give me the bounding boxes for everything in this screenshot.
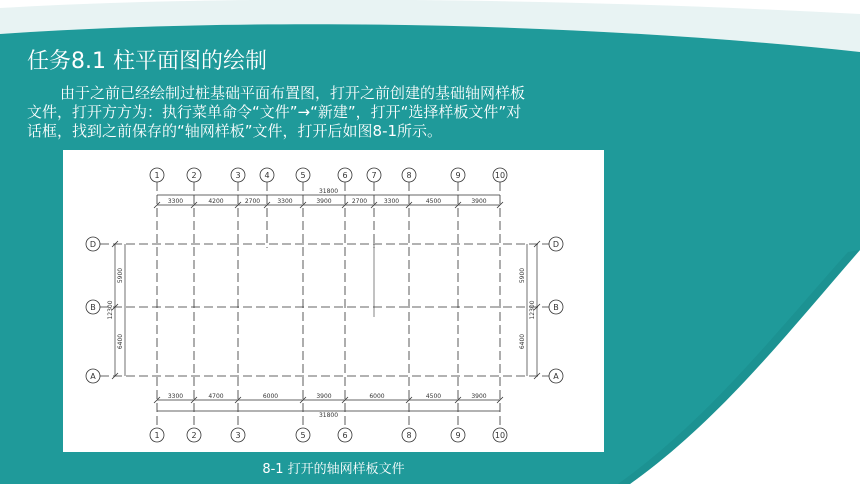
dimension-label: 4500 bbox=[425, 198, 442, 205]
dimension-label: 3300 bbox=[277, 198, 293, 205]
dimension-label: 3300 bbox=[383, 198, 400, 205]
axis-label: 5 bbox=[300, 171, 306, 180]
dimension-label: 5900 bbox=[519, 267, 526, 284]
axis-label: 8 bbox=[406, 431, 412, 440]
paragraph-line: 话框，找到之前保存的“轴网样板”文件，打开后如图8-1所示。 bbox=[27, 122, 443, 140]
axis-label: 6 bbox=[342, 431, 348, 440]
axis-label: D bbox=[552, 240, 560, 249]
axis-label: 3 bbox=[235, 431, 241, 440]
dimension-label: 3900 bbox=[316, 393, 332, 400]
axis-label: 2 bbox=[191, 431, 197, 440]
paragraph-line: 由于之前已经绘制过桩基础平面布置图，打开之前创建的基础轴网样板 bbox=[60, 84, 526, 102]
dimension-label: 2700 bbox=[244, 198, 261, 205]
dimension-label: 6000 bbox=[369, 393, 385, 400]
body-paragraph bbox=[27, 84, 667, 141]
dimension-total-label: 31800 bbox=[318, 188, 339, 195]
axis-label: A bbox=[553, 372, 559, 381]
dimension-label: 6400 bbox=[519, 333, 526, 350]
dimension-label: 6000 bbox=[262, 393, 279, 400]
axis-label: 10 bbox=[494, 171, 506, 180]
figure-caption: 8-1 打开的轴网样板文件 bbox=[262, 462, 405, 477]
axis-grid-figure bbox=[63, 150, 604, 452]
axis-label: 9 bbox=[455, 431, 461, 440]
axis-label: 2 bbox=[191, 171, 197, 180]
axis-label: B bbox=[553, 303, 559, 312]
dimension-label: 4500 bbox=[425, 393, 442, 400]
dimension-label: 3900 bbox=[316, 198, 332, 205]
dimension-label: 5900 bbox=[117, 267, 124, 284]
axis-label: 5 bbox=[300, 431, 306, 440]
dimension-label: 4200 bbox=[208, 198, 224, 205]
axis-label: D bbox=[89, 240, 97, 249]
axis-label: 7 bbox=[371, 171, 377, 180]
axis-label: 8 bbox=[406, 171, 412, 180]
axis-label: 3 bbox=[235, 171, 241, 180]
slide-title: 任务8.1 柱平面图的绘制 bbox=[27, 49, 267, 74]
axis-label: 6 bbox=[342, 171, 348, 180]
axis-label: A bbox=[90, 372, 96, 381]
axis-label: 4 bbox=[264, 171, 270, 180]
dimension-total-label: 31800 bbox=[318, 412, 339, 419]
dimension-label: 2700 bbox=[351, 198, 368, 205]
dimension-label: 3300 bbox=[167, 393, 184, 400]
dimension-label: 3900 bbox=[471, 198, 487, 205]
dimension-total-label: 12300 bbox=[107, 300, 114, 320]
axis-label: 9 bbox=[455, 171, 461, 180]
dimension-total-label: 12300 bbox=[529, 300, 536, 320]
dimension-label: 3300 bbox=[167, 198, 184, 205]
paragraph-line: 文件，打开方方为：执行菜单命令“文件”→“新建”，打开“选择样板文件”对 bbox=[27, 103, 522, 121]
dimension-label: 3900 bbox=[471, 393, 487, 400]
dimension-label: 4700 bbox=[208, 393, 224, 400]
axis-label: 1 bbox=[154, 431, 160, 440]
axis-label: B bbox=[90, 303, 96, 312]
dimension-label: 6400 bbox=[117, 333, 124, 350]
axis-grid-drawing bbox=[63, 150, 604, 452]
axis-label: 10 bbox=[494, 431, 506, 440]
axis-label: 1 bbox=[154, 171, 160, 180]
